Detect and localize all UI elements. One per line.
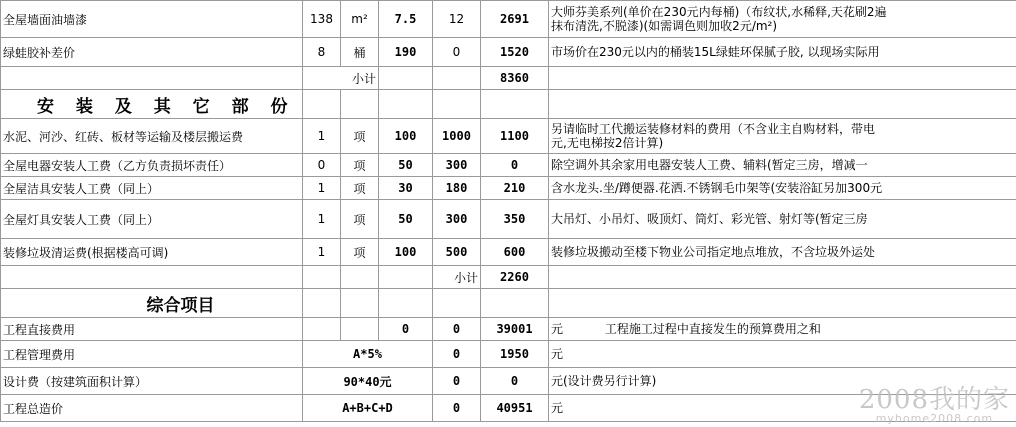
watermark-sub: myhome2008.com (875, 412, 994, 425)
empty-cell[interactable] (1, 67, 303, 90)
labor-cell[interactable]: 1000 (433, 119, 481, 154)
labor-cell[interactable]: 0 (433, 318, 481, 341)
total-cell[interactable]: 40951 (481, 395, 549, 422)
item-name[interactable]: 工程管理费用 (1, 341, 303, 368)
section-title[interactable]: 综合项目 (1, 289, 303, 318)
table-row (1, 200, 1016, 239)
section-row (1, 90, 1016, 119)
unit-cell[interactable]: 项 (341, 239, 379, 266)
quantity-cell[interactable]: 1 (303, 119, 341, 154)
total-cell[interactable]: 210 (481, 177, 549, 200)
total-cell[interactable]: 0 (481, 154, 549, 177)
note-cell[interactable]: 除空调外其余家用电器安装人工费、辅料(暂定三房，增减一 (549, 154, 1016, 177)
note-line: 抹布清洗,不脱漆)(如需调色则加收2元/m²) (551, 19, 778, 33)
total-cell[interactable]: 39001 (481, 318, 549, 341)
table-row (1, 119, 1016, 154)
quantity-cell[interactable]: 1 (303, 177, 341, 200)
quantity-cell[interactable]: 0 (303, 154, 341, 177)
item-name[interactable]: 装修垃圾清运费(根据楼高可调) (1, 239, 303, 266)
labor-cell[interactable]: 12 (433, 1, 481, 38)
empty-cell[interactable] (549, 67, 1016, 90)
note-cell[interactable] (549, 318, 1016, 341)
section-row (1, 289, 1016, 318)
empty-cell[interactable] (481, 90, 549, 119)
labor-cell[interactable]: 500 (433, 239, 481, 266)
empty-cell[interactable] (341, 266, 379, 289)
subtotal-value[interactable]: 2260 (481, 266, 549, 289)
subtotal-row (1, 266, 1016, 289)
formula-cell[interactable]: A+B+C+D (303, 395, 433, 422)
note-cell[interactable]: 装修垃圾搬动至楼下物业公司指定地点堆放，不含垃圾外运处 (549, 239, 1016, 266)
empty-cell[interactable] (303, 90, 341, 119)
empty-cell[interactable] (1, 266, 303, 289)
empty-cell[interactable] (549, 289, 1016, 318)
table-row (1, 395, 1016, 422)
note-cell[interactable] (549, 119, 1016, 154)
empty-cell[interactable] (433, 90, 481, 119)
table-row (1, 177, 1016, 200)
item-name[interactable]: 全屋电器安装人工费（乙方负责损坏责任） (1, 154, 303, 177)
formula-cell[interactable]: 90*40元 (303, 368, 433, 395)
quantity-cell[interactable]: 8 (303, 38, 341, 67)
note-cell[interactable]: 含水龙头.坐/蹲便器.花洒.不锈钢毛巾架等(安装浴缸另加300元 (549, 177, 1016, 200)
table-row (1, 154, 1016, 177)
item-name[interactable]: 全屋灯具安装人工费（同上） (1, 200, 303, 239)
unit-cell[interactable]: 项 (341, 154, 379, 177)
table-row (1, 318, 1016, 341)
note-cell[interactable]: 市场价在230元以内的桶装15L绿蛙环保腻子胶, 以现场实际用 (549, 38, 1016, 67)
empty-cell[interactable] (341, 318, 379, 341)
formula-cell[interactable]: A*5% (303, 341, 433, 368)
watermark-main: 2008我的家 (858, 385, 1010, 415)
total-cell[interactable]: 350 (481, 200, 549, 239)
empty-cell[interactable] (481, 289, 549, 318)
labor-cell[interactable]: 0 (433, 395, 481, 422)
empty-cell[interactable] (433, 289, 481, 318)
note-cell[interactable]: 大吊灯、小吊灯、吸顶灯、筒灯、彩光管、射灯等(暂定三房 (549, 200, 1016, 239)
table-row (1, 368, 1016, 395)
note-cell[interactable]: 元 (549, 395, 1016, 422)
price-cell[interactable]: 0 (379, 318, 433, 341)
empty-cell[interactable] (303, 318, 341, 341)
labor-cell[interactable]: 300 (433, 200, 481, 239)
table-row (1, 341, 1016, 368)
total-cell[interactable]: 2691 (481, 1, 549, 38)
item-name[interactable]: 水泥、河沙、红砖、板材等运输及楼层搬运费 (1, 119, 303, 154)
unit-cell[interactable]: 项 (341, 177, 379, 200)
empty-cell[interactable] (379, 90, 433, 119)
empty-cell[interactable] (341, 289, 379, 318)
price-cell[interactable]: 190 (379, 38, 433, 67)
unit-cell[interactable]: m² (341, 1, 379, 38)
total-cell[interactable]: 1950 (481, 341, 549, 368)
table-row (1, 1, 1016, 38)
quantity-cell[interactable]: 1 (303, 239, 341, 266)
labor-cell[interactable]: 0 (433, 368, 481, 395)
empty-cell[interactable] (303, 266, 341, 289)
empty-cell[interactable] (379, 266, 433, 289)
table-row (1, 38, 1016, 67)
item-name[interactable]: 全屋墙面油墙漆 (1, 1, 303, 38)
empty-cell[interactable] (379, 289, 433, 318)
subtotal-label[interactable]: 小计 (303, 67, 379, 90)
price-cell[interactable]: 100 (379, 239, 433, 266)
empty-cell[interactable] (303, 289, 341, 318)
total-cell[interactable]: 1100 (481, 119, 549, 154)
empty-cell[interactable] (549, 266, 1016, 289)
unit-cell[interactable]: 桶 (341, 38, 379, 67)
section-title[interactable]: 安 装 及 其 它 部 份 (1, 90, 303, 119)
item-name[interactable]: 工程总造价 (1, 395, 303, 422)
unit-note: 元 (551, 322, 564, 336)
note-line: 大师芬美系列(单价在230元内每桶)（布纹状,水稀释,天花刷2遍 (551, 5, 887, 19)
price-cell[interactable]: 50 (379, 200, 433, 239)
price-cell[interactable]: 100 (379, 119, 433, 154)
quantity-cell[interactable]: 138 (303, 1, 341, 38)
note-line: 元,无电梯按2倍计算) (551, 136, 664, 150)
table-row (1, 239, 1016, 266)
quantity-cell[interactable]: 1 (303, 200, 341, 239)
unit-cell[interactable]: 项 (341, 119, 379, 154)
labor-cell[interactable]: 180 (433, 177, 481, 200)
note-text: 工程施工过程中直接发生的预算费用之和 (604, 322, 821, 336)
total-cell[interactable]: 600 (481, 239, 549, 266)
price-cell[interactable]: 50 (379, 154, 433, 177)
item-name[interactable]: 全屋洁具安装人工费（同上） (1, 177, 303, 200)
empty-cell[interactable] (379, 67, 433, 90)
subtotal-label[interactable]: 小计 (433, 266, 481, 289)
price-cell[interactable]: 7.5 (379, 1, 433, 38)
item-name[interactable]: 设计费（按建筑面积计算） (1, 368, 303, 395)
item-name[interactable]: 绿蛙胶补差价 (1, 38, 303, 67)
empty-cell[interactable] (341, 90, 379, 119)
note-line: 另请临时工代搬运装修材料的费用（不含业主自购材料，带电 (551, 122, 876, 136)
subtotal-value[interactable]: 8360 (481, 67, 549, 90)
labor-cell[interactable]: 0 (433, 341, 481, 368)
price-cell[interactable]: 30 (379, 177, 433, 200)
note-cell[interactable] (549, 1, 1016, 38)
unit-cell[interactable]: 项 (341, 200, 379, 239)
empty-cell[interactable] (549, 90, 1016, 119)
note-cell[interactable]: 元 (549, 341, 1016, 368)
total-cell[interactable]: 0 (481, 368, 549, 395)
note-cell[interactable]: 元(设计费另行计算) (549, 368, 1016, 395)
empty-cell[interactable] (433, 67, 481, 90)
item-name[interactable]: 工程直接费用 (1, 318, 303, 341)
labor-cell[interactable]: 300 (433, 154, 481, 177)
subtotal-row (1, 67, 1016, 90)
total-cell[interactable]: 1520 (481, 38, 549, 67)
labor-cell[interactable]: 0 (433, 38, 481, 67)
